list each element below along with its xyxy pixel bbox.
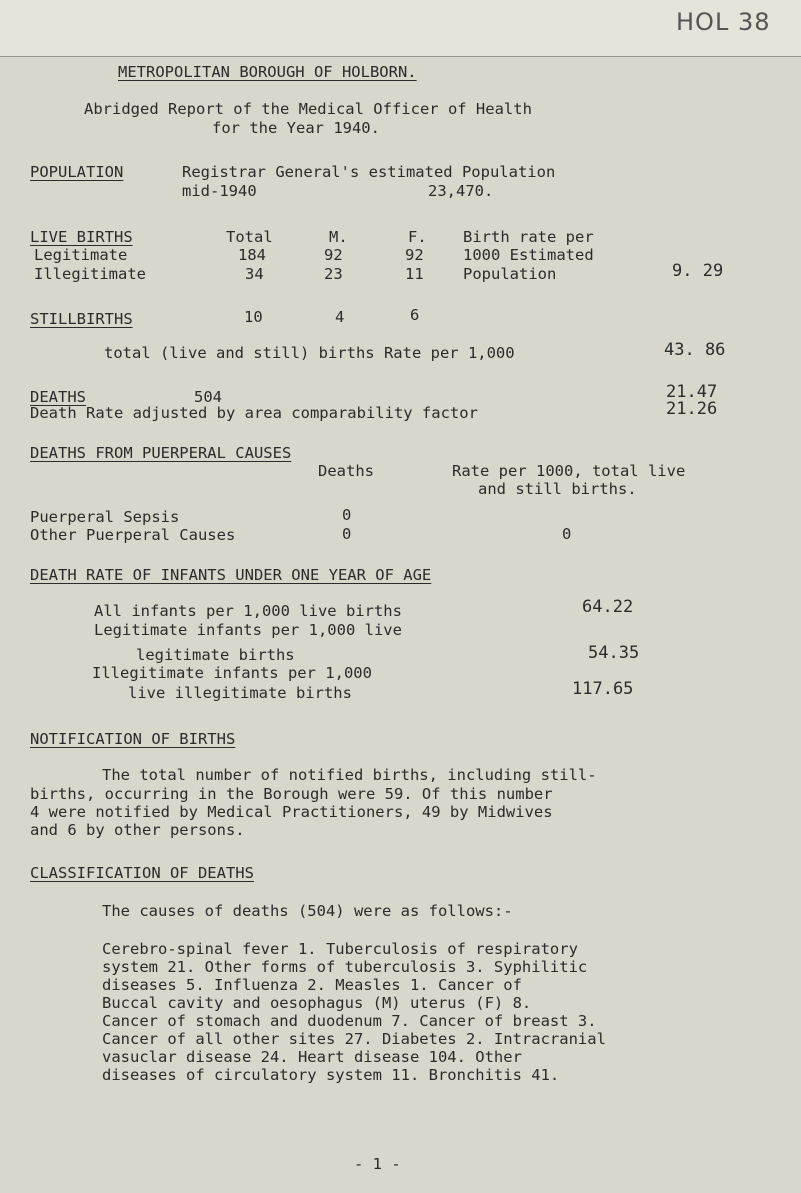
live-births-col-m: M. <box>329 228 348 246</box>
birth-rate-label-3: Population <box>463 265 557 283</box>
notification-line-4: and 6 by other persons. <box>30 821 245 839</box>
classification-line-7: vasuclar disease 24. Heart disease 104. Other <box>102 1048 522 1066</box>
classification-heading: CLASSIFICATION OF DEATHS <box>30 864 254 882</box>
illegitimate-f: 11 <box>405 265 424 283</box>
notification-line-2: births, occurring in the Borough were 59. Of this number <box>30 785 553 803</box>
notification-line-3: 4 were notified by Medical Practitioners, 49 by Midwives <box>30 803 553 821</box>
stillbirths-heading: STILLBIRTHS <box>30 310 133 328</box>
puerperal-sepsis-deaths: 0 <box>342 506 352 524</box>
illegitimate-infants-label-2: live illegitimate births <box>128 684 352 702</box>
stillbirths-m: 4 <box>335 308 345 326</box>
puerperal-rate-value: 0 <box>562 525 572 543</box>
legitimate-infants-value: 54.35 <box>588 643 640 663</box>
page-number: - 1 - <box>354 1155 401 1173</box>
notification-heading: NOTIFICATION OF BIRTHS <box>30 730 236 748</box>
other-puerperal-deaths: 0 <box>342 525 352 543</box>
all-infants-label: All infants per 1,000 live births <box>94 602 402 620</box>
puerperal-heading: DEATHS FROM PUERPERAL CAUSES <box>30 444 292 462</box>
total-births-rate-value: 43. 86 <box>664 340 726 360</box>
population-heading: POPULATION <box>30 163 124 181</box>
live-births-col-total: Total <box>226 228 273 246</box>
live-births-col-f: F. <box>408 228 427 246</box>
birth-rate-label-1: Birth rate per <box>463 228 594 246</box>
page-top-edge <box>0 56 801 57</box>
deaths-heading: DEATHS <box>30 388 86 406</box>
classification-line-3: diseases 5. Influenza 2. Measles 1. Cancer of <box>102 976 522 994</box>
illegitimate-m: 23 <box>324 265 343 283</box>
birth-rate-label-2: 1000 Estimated <box>463 246 594 264</box>
illegitimate-label: Illegitimate <box>34 265 146 283</box>
illegitimate-infants-label-1: Illegitimate infants per 1,000 <box>92 664 372 682</box>
puerperal-col-rate-2: and still births. <box>478 480 637 498</box>
adjusted-death-rate-label: Death Rate adjusted by area comparability factor <box>30 404 478 422</box>
birth-rate-value: 9. 29 <box>672 261 724 281</box>
legitimate-label: Legitimate <box>34 246 128 264</box>
illegitimate-infants-value: 117.65 <box>572 679 634 699</box>
illegitimate-total: 34 <box>245 265 264 283</box>
population-value: 23,470. <box>428 182 494 200</box>
classification-line-2: system 21. Other forms of tuberculosis 3. Syphilitic <box>102 958 588 976</box>
other-puerperal-label: Other Puerperal Causes <box>30 526 236 544</box>
archive-annotation: HOL 38 <box>676 8 771 36</box>
legitimate-total: 184 <box>238 246 266 264</box>
death-rate-value: 21.47 <box>666 382 718 402</box>
population-text-1: Registrar General's estimated Population <box>182 163 556 181</box>
legitimate-m: 92 <box>324 246 343 264</box>
legitimate-infants-label-2: legitimate births <box>136 646 295 664</box>
stillbirths-f: 6 <box>410 306 420 324</box>
stillbirths-total: 10 <box>244 308 263 326</box>
total-births-rate-label: total (live and still) births Rate per 1,000 <box>104 344 515 362</box>
all-infants-value: 64.22 <box>582 597 634 617</box>
legitimate-f: 92 <box>405 246 424 264</box>
population-text-2: mid-1940 <box>182 182 257 200</box>
report-title-line1: Abridged Report of the Medical Officer of Health <box>84 100 532 118</box>
classification-intro: The causes of deaths (504) were as follows:- <box>102 902 513 920</box>
legitimate-infants-label-1: Legitimate infants per 1,000 live <box>94 621 402 639</box>
puerperal-col-deaths: Deaths <box>318 462 374 480</box>
adjusted-death-rate-value: 21.26 <box>666 399 718 419</box>
infant-death-rate-heading: DEATH RATE OF INFANTS UNDER ONE YEAR OF AGE <box>30 566 432 584</box>
report-title-line2: for the Year 1940. <box>212 119 380 137</box>
live-births-heading: LIVE BIRTHS <box>30 228 133 246</box>
classification-line-4: Buccal cavity and oesophagus (M) uterus (F) 8. <box>102 994 532 1012</box>
puerperal-col-rate-1: Rate per 1000, total live <box>452 462 686 480</box>
classification-line-8: diseases of circulatory system 11. Bronchitis 41. <box>102 1066 560 1084</box>
classification-line-5: Cancer of stomach and duodenum 7. Cancer of breast 3. <box>102 1012 597 1030</box>
notification-line-1: The total number of notified births, including still- <box>102 766 597 784</box>
classification-line-1: Cerebro-spinal fever 1. Tuberculosis of respiratory <box>102 940 578 958</box>
puerperal-sepsis-label: Puerperal Sepsis <box>30 508 180 526</box>
classification-line-6: Cancer of all other sites 27. Diabetes 2. Intracranial <box>102 1030 606 1048</box>
borough-title: METROPOLITAN BOROUGH OF HOLBORN. <box>118 63 417 81</box>
deaths-value: 504 <box>194 388 222 406</box>
